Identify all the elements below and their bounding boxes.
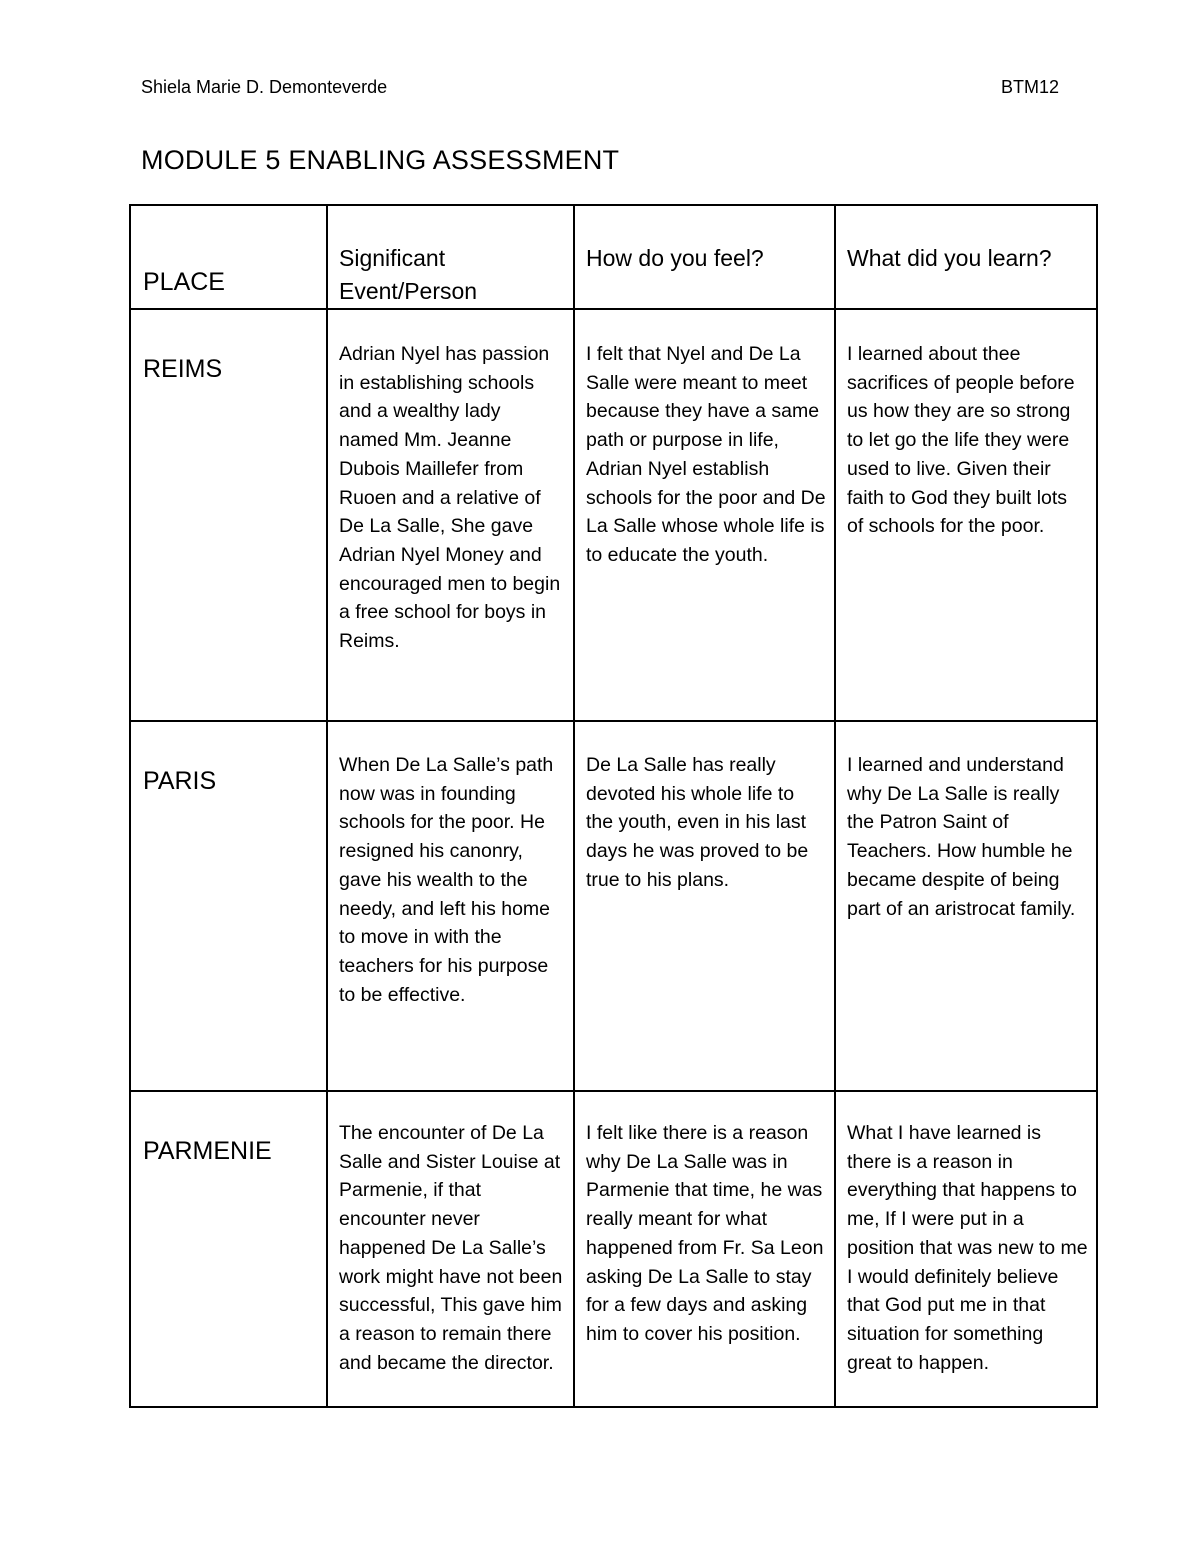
document-title: MODULE 5 ENABLING ASSESSMENT bbox=[141, 145, 620, 175]
place-cell: REIMS bbox=[130, 309, 327, 721]
table-row bbox=[130, 309, 1097, 721]
header-feel: How do you feel? bbox=[574, 205, 835, 309]
feel-cell: I felt like there is a reason why De La Salle was in Parmenie that time, he was really meant for what happened from Fr. Sa Leon asking De La Salle to stay for a few days and asking him to cover his position. bbox=[574, 1091, 835, 1407]
learn-cell: I learned and understand why De La Salle is really the Patron Saint of Teachers. How humble he became despite of being part of an aristrocat family. bbox=[835, 721, 1097, 1091]
feel-cell: De La Salle has really devoted his whole life to the youth, even in his last days he was proved to be true to his plans. bbox=[574, 721, 835, 1091]
feel-cell: I felt that Nyel and De La Salle were meant to meet because they have a same path or purpose in life, Adrian Nyel establish schools for the poor and De La Salle whose whole life is to educate the youth. bbox=[574, 309, 835, 721]
page-header bbox=[141, 74, 1059, 100]
event-cell: The encounter of De La Salle and Sister Louise at Parmenie, if that encounter never happened De La Salle’s work might have not been successful, This gave him a reason to remain there and became the director. bbox=[327, 1091, 574, 1407]
section-code: BTM12 bbox=[1000, 76, 1059, 97]
event-cell: When De La Salle’s path now was in founding schools for the poor. He resigned his canonry, gave his wealth to the needy, and left his home to move in with the teachers for his purpose to be effective. bbox=[327, 721, 574, 1091]
table-row bbox=[130, 1091, 1097, 1407]
learn-cell: What I have learned is there is a reason in everything that happens to me, If I were put in a position that was new to me I would definitely believe that God put me in that situation for something great to happen. bbox=[835, 1091, 1097, 1407]
place-cell: PARMENIE bbox=[130, 1091, 327, 1407]
assessment-table bbox=[129, 204, 1098, 1408]
table-header-row bbox=[130, 205, 1097, 309]
table-row bbox=[130, 721, 1097, 1091]
header-place: PLACE bbox=[130, 205, 327, 309]
author-name: Shiela Marie D. Demonteverde bbox=[141, 76, 388, 97]
learn-cell: I learned about thee sacrifices of people before us how they are so strong to let go the life they were used to live. Given their faith to God they built lots of schools for the poor. bbox=[835, 309, 1097, 721]
place-cell: PARIS bbox=[130, 721, 327, 1091]
header-event: Significant Event/Person bbox=[327, 205, 574, 309]
event-cell: Adrian Nyel has passion in establishing schools and a wealthy lady named Mm. Jeanne Dubois Maillefer from Ruoen and a relative of De La Salle, She gave Adrian Nyel Money and encouraged men to begin a free school for boys in Reims. bbox=[327, 309, 574, 721]
header-learn: What did you learn? bbox=[835, 205, 1097, 309]
